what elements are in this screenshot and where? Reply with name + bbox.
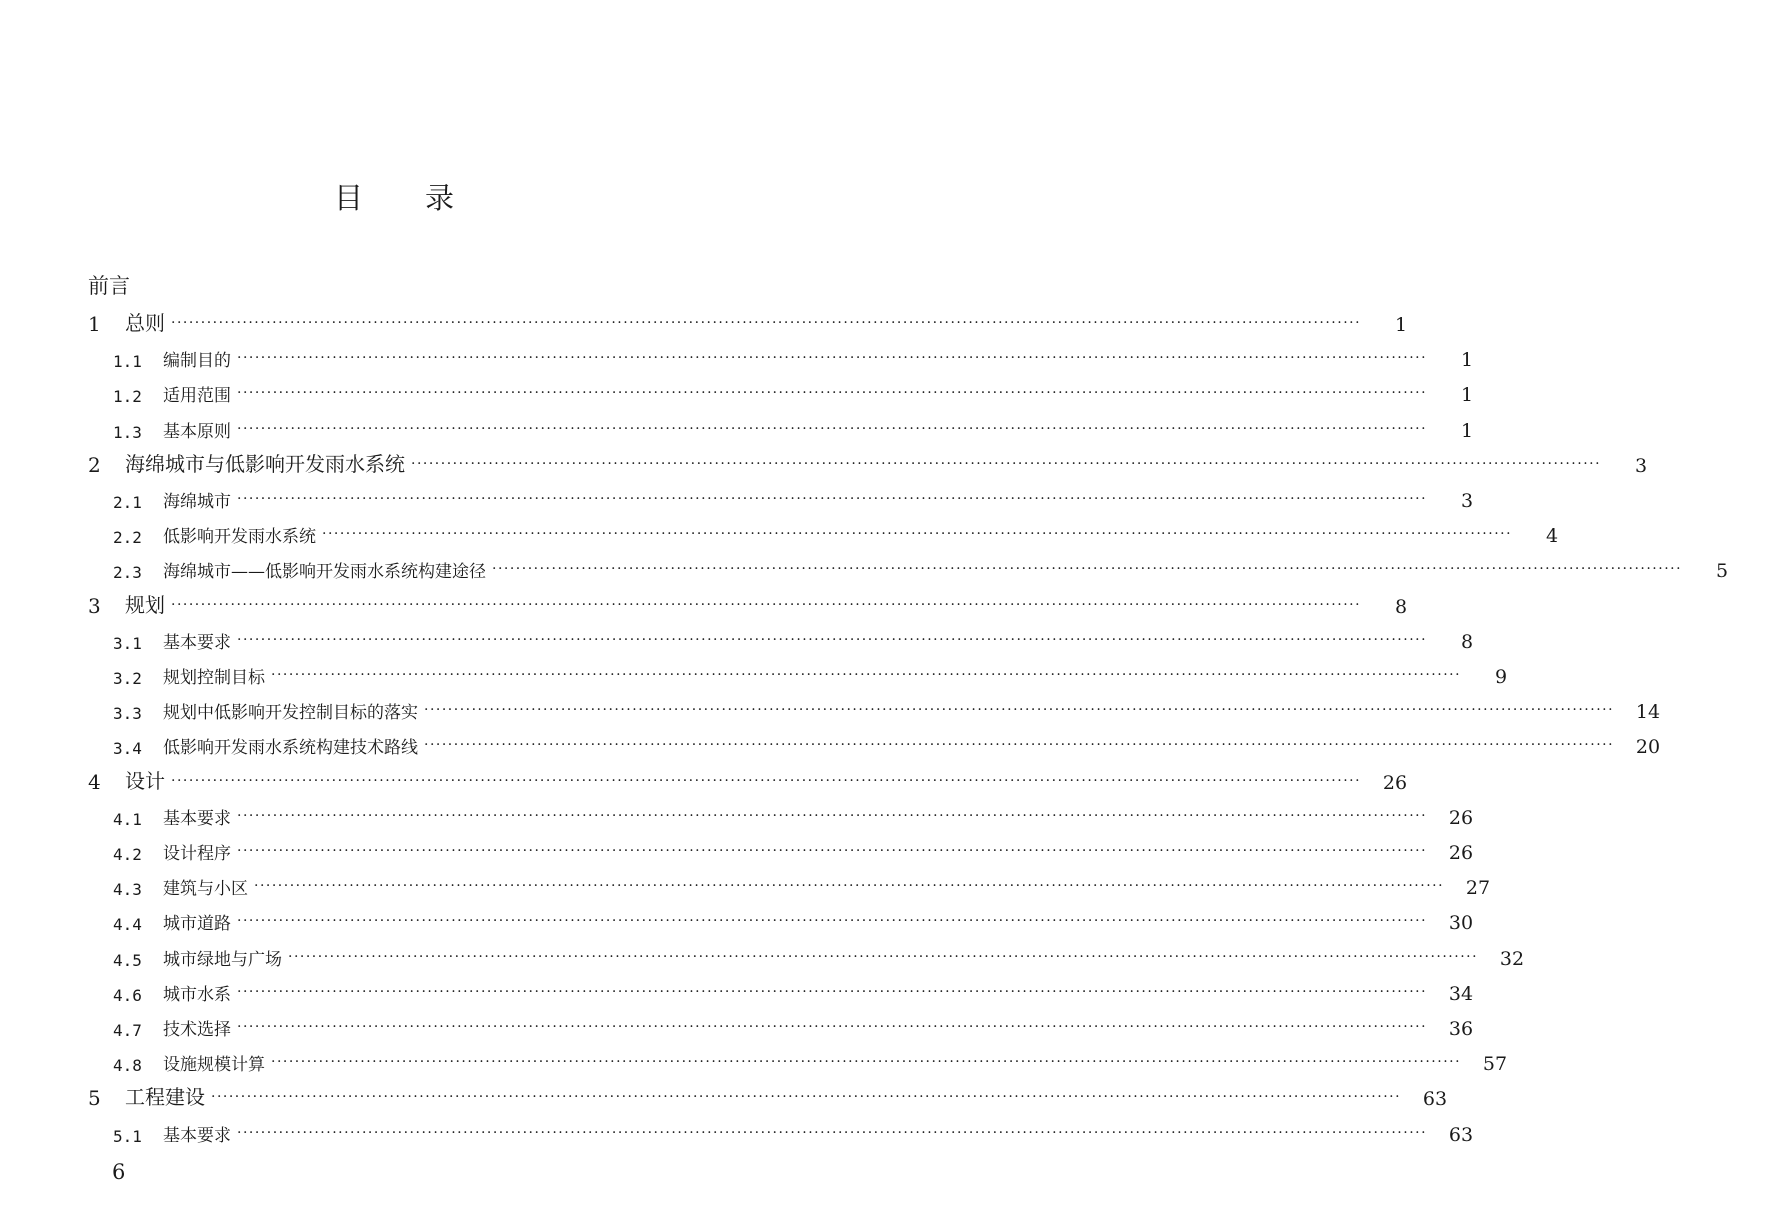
dot-leader: ········································································································································································································	[424, 702, 1615, 719]
toc-entry-title: 工程建设	[125, 1085, 205, 1110]
toc-entry-number: 3.3	[113, 704, 142, 724]
toc-entry-title: 规划中低影响开发控制目标的落实	[163, 703, 418, 724]
toc-section-entry[interactable]	[0, 724, 1661, 759]
toc-entry-title: 设计程序	[163, 844, 231, 864]
toc-section-entry[interactable]	[0, 408, 1474, 442]
toc-entry-number: 4.6	[113, 985, 142, 1005]
toc-chapter-entry[interactable]	[0, 584, 1408, 618]
dot-leader: ········································································································································································································	[237, 631, 1428, 648]
toc-entry-page: 34	[1448, 982, 1474, 1005]
toc-entry-page: 3	[1634, 454, 1648, 477]
dot-leader: ········································································································································································································	[424, 737, 1615, 754]
toc-section-entry[interactable]	[0, 337, 1474, 372]
toc-entry-page: 1	[1460, 349, 1474, 372]
toc-entry-number: 4.8	[113, 1056, 142, 1076]
toc-entry-number: 5	[88, 1086, 101, 1111]
toc-entry-page: 8	[1460, 630, 1474, 653]
toc-entry-title: 设施规模计算	[163, 1055, 265, 1076]
dot-leader: ········································································································································································································	[237, 807, 1428, 824]
dot-leader: ········································································································································································································	[237, 420, 1428, 437]
toc-entry-page: 26	[1448, 842, 1474, 864]
dot-leader: ········································································································································································································	[411, 455, 1602, 472]
toc-entry-number: 1.3	[113, 422, 142, 442]
toc-entry-number: 1.2	[113, 387, 142, 407]
toc-entry-page: 57	[1482, 1053, 1508, 1076]
toc-entry-title: 编制目的	[163, 351, 231, 372]
toc-entry-number: 4.4	[113, 915, 142, 935]
toc-preface: 前言	[88, 274, 130, 298]
toc-entry-page: 4	[1545, 525, 1559, 548]
toc-entry-number: 2.1	[113, 493, 142, 512]
toc-section-entry[interactable]	[0, 478, 1474, 512]
dot-leader: ········································································································································································································	[171, 315, 1362, 331]
toc-entry-number: 1	[88, 312, 101, 336]
toc-entry-page: 27	[1465, 877, 1491, 900]
toc-section-entry[interactable]	[0, 936, 1525, 970]
toc-entry-title: 技术选择	[163, 1020, 231, 1040]
toc-entry-number: 3	[88, 593, 101, 618]
dot-leader: ········································································································································································································	[171, 772, 1362, 789]
toc-chapter-entry[interactable]	[0, 302, 1408, 336]
toc-entry-number: 4.1	[113, 809, 142, 829]
toc-entry-page: 14	[1635, 701, 1661, 724]
toc-entry-title: 基本要求	[163, 632, 231, 653]
dot-leader: ········································································································································································································	[237, 913, 1428, 930]
toc-section-entry[interactable]	[0, 1112, 1474, 1146]
toc-entry-page: 63	[1448, 1123, 1474, 1146]
toc-entry-number: 4.3	[113, 880, 142, 900]
toc-entry-title: 基本原则	[163, 421, 231, 442]
dot-leader: ········································································································································································································	[288, 948, 1479, 965]
dot-leader: ········································································································································································································	[271, 1054, 1462, 1071]
dot-leader: ········································································································································································································	[237, 843, 1428, 859]
toc-entry-number: 4.2	[113, 845, 142, 864]
page-title	[0, 176, 790, 217]
toc-section-entry[interactable]	[0, 865, 1491, 900]
toc-section-entry[interactable]	[0, 795, 1474, 829]
toc-entry-title: 低影响开发雨水系统	[163, 527, 316, 548]
toc-section-entry[interactable]	[0, 619, 1474, 653]
toc-entry-number: 3.4	[113, 739, 142, 759]
dot-leader: ········································································································································································································	[237, 385, 1428, 402]
dot-leader: ········································································································································································································	[254, 878, 1445, 895]
toc-entry-page: 20	[1635, 736, 1661, 759]
toc-entry-page: 1	[1460, 384, 1474, 407]
dot-leader: ········································································································································································································	[237, 1019, 1428, 1035]
dot-leader: ········································································································································································································	[237, 1124, 1428, 1141]
dot-leader: ········································································································································································································	[271, 667, 1462, 683]
toc-chapter-entry[interactable]	[0, 1076, 1448, 1111]
toc-entry-page: 36	[1448, 1018, 1474, 1040]
page-number: 6	[112, 1160, 126, 1184]
toc-entry-title: 规划控制目标	[163, 668, 265, 688]
toc-section-entry[interactable]	[0, 689, 1661, 724]
toc-entry-page: 1	[1460, 419, 1474, 442]
toc-entry-title: 低影响开发雨水系统构建技术路线	[163, 738, 418, 759]
toc-entry-title: 适用范围	[163, 386, 231, 407]
toc-entry-title: 基本要求	[163, 1125, 231, 1146]
title-char-2: 录	[425, 181, 457, 215]
toc-entry-title: 规划	[125, 592, 165, 617]
toc-entry-page: 8	[1394, 595, 1408, 618]
toc-section-entry[interactable]	[0, 1041, 1508, 1076]
toc-entry-page: 32	[1499, 947, 1525, 970]
toc-entry-title: 城市道路	[163, 914, 231, 935]
toc-entry-page: 3	[1460, 490, 1474, 512]
dot-leader: ········································································································································································································	[211, 1089, 1402, 1106]
toc-entry-title: 城市绿地与广场	[163, 949, 282, 970]
dot-leader: ········································································································································································································	[237, 491, 1428, 507]
toc-entry-page: 9	[1494, 666, 1508, 688]
toc-entry-page: 5	[1715, 560, 1729, 583]
toc-section-entry[interactable]	[0, 971, 1474, 1005]
title-char-1: 目	[333, 181, 365, 215]
toc-entry-title: 城市水系	[163, 984, 231, 1005]
toc-entry-number: 1.1	[113, 352, 142, 372]
dot-leader: ········································································································································································································	[237, 983, 1428, 1000]
toc-entry-number: 2	[88, 452, 101, 477]
toc-entry-title: 海绵城市与低影响开发雨水系统	[125, 451, 405, 476]
toc-entry-number: 2.2	[113, 528, 142, 548]
dot-leader: ········································································································································································································	[492, 561, 1683, 578]
toc-entry-page: 1	[1394, 314, 1408, 336]
toc-entry-title: 基本要求	[163, 808, 231, 829]
toc-section-entry[interactable]	[0, 372, 1474, 407]
dot-leader: ········································································································································································································	[237, 350, 1428, 367]
toc-entry-number: 4	[88, 769, 101, 794]
toc-entry-title: 海绵城市——低影响开发雨水系统构建途径	[163, 562, 486, 583]
toc-section-entry[interactable]	[0, 900, 1474, 935]
toc-entry-number: 3.2	[113, 669, 142, 688]
toc-entry-title: 设计	[125, 768, 165, 793]
toc-entry-title: 建筑与小区	[163, 879, 248, 900]
toc-entry-number: 2.3	[113, 563, 142, 583]
dot-leader: ········································································································································································································	[322, 526, 1513, 543]
toc-entry-number: 5.1	[113, 1126, 142, 1146]
toc-entry-page: 30	[1448, 912, 1474, 935]
toc-section-entry[interactable]	[0, 548, 1729, 583]
toc-entry-page: 63	[1422, 1088, 1448, 1111]
toc-chapter-entry[interactable]	[0, 760, 1408, 794]
toc-section-entry[interactable]	[0, 1006, 1474, 1040]
dot-leader: ········································································································································································································	[171, 596, 1362, 613]
toc-entry-number: 3.1	[113, 633, 142, 653]
toc-entry-number: 4.5	[113, 950, 142, 970]
toc-section-entry[interactable]	[0, 654, 1508, 688]
toc-entry-number: 4.7	[113, 1021, 142, 1040]
toc-entry-title: 海绵城市	[163, 492, 231, 512]
toc-entry-page: 26	[1382, 771, 1408, 794]
toc-entry-page: 26	[1448, 806, 1474, 829]
toc-entry-title: 总则	[125, 311, 165, 335]
toc-section-entry[interactable]	[0, 830, 1474, 864]
toc-section-entry[interactable]	[0, 513, 1559, 548]
toc-chapter-entry[interactable]	[0, 443, 1648, 477]
